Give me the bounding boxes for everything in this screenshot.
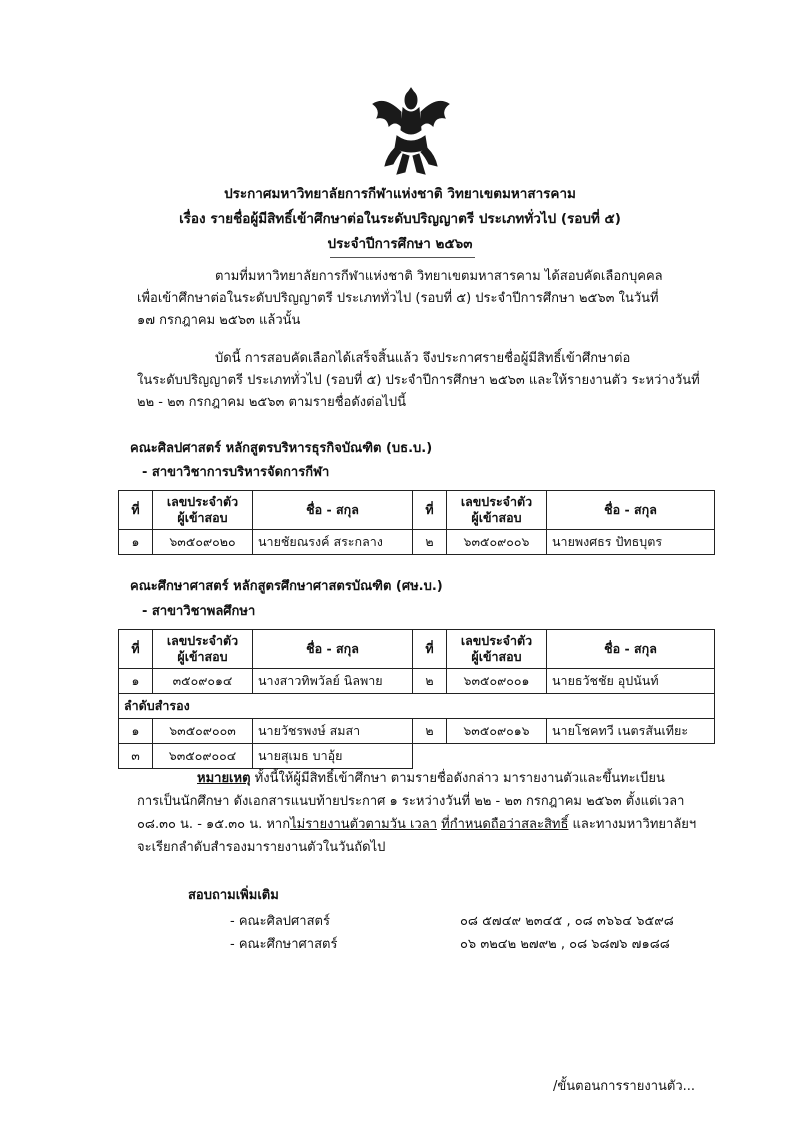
intro-paragraph-1 xyxy=(137,266,707,332)
cell-id: ๖๓๕๐๙๐๐๓ xyxy=(153,719,253,744)
cell-id: ๖๓๕๐๙๐๒๐ xyxy=(153,530,253,555)
header-id xyxy=(153,630,253,669)
cell-no: ๓ xyxy=(119,744,153,769)
header-no: ที่ xyxy=(413,630,447,669)
cell-id: ๖๓๕๐๙๐๐๖ xyxy=(447,530,547,555)
announcement-title: ประกาศมหาวิทยาลัยการกีฬาแห่งชาติ วิทยาเขตมหาสารคาม xyxy=(224,186,576,202)
header-id-line: เลขประจำตัว xyxy=(460,494,533,509)
cell-name: นายชัยณรงค์ สระกลาง xyxy=(253,530,413,555)
header-name: ชื่อ - สกุล xyxy=(547,491,715,530)
note-line-3 xyxy=(137,813,717,836)
header-id-line: ผู้เข้าสอบ xyxy=(471,510,522,525)
cell-no: ๑ xyxy=(119,669,153,694)
header-id-line: เลขประจำตัว xyxy=(460,633,533,648)
inquiry-faculty-label: - คณะศิลปศาสตร์ xyxy=(230,914,330,929)
note-text: และทางมหาวิทยาลัยฯ xyxy=(568,817,697,832)
intro-line: เพื่อเข้าศึกษาต่อในระดับปริญญาตรี ประเภททั่วไป (รอบที่ ๕) ประจำปีการศึกษา ๒๕๖๓ ในวันที่ xyxy=(137,291,659,306)
note-line: จะเรียกลำดับสำรองมารายงานตัวในวันถัดไป xyxy=(137,840,386,855)
inquiry-phone: ๐๘ ๕๗๔๙ ๒๓๔๕ , ๐๘ ๓๖๖๔ ๖๕๙๘ xyxy=(460,914,674,929)
cell-name: นางสาวทิพวัลย์ นิลพาย xyxy=(253,669,413,694)
cell-id: ๖๓๕๐๙๐๑๖ xyxy=(447,719,547,744)
cell-name: นายสุเมธ บาอุ้ย xyxy=(253,744,413,769)
intro-line: ตามที่มหาวิทยาลัยการกีฬาแห่งชาติ วิทยาเขตมหาสารคาม ได้สอบคัดเลือกบุคคล xyxy=(215,269,663,284)
faculty-heading: คณะศิลปศาสตร์ หลักสูตรบริหารธุรกิจบัณฑิต (บธ.บ.) xyxy=(130,441,433,456)
garuda-emblem-icon xyxy=(367,86,455,178)
cell-name: นายโชคทวี เนตรสันเทียะ xyxy=(547,719,715,744)
header-id-line: เลขประจำตัว xyxy=(166,633,239,648)
reserve-label-row xyxy=(119,694,715,719)
note-label: หมายเหตุ xyxy=(197,771,251,786)
header-id-line: ผู้เข้าสอบ xyxy=(471,649,522,664)
note-text: ๐๘.๓๐ น. - ๑๕.๓๐ น. หาก xyxy=(137,817,291,832)
inquiry-phone: ๐๖ ๓๒๔๒ ๒๗๙๒ , ๐๘ ๖๘๗๖ ๗๑๘๘ xyxy=(460,937,670,952)
table-row xyxy=(119,530,715,555)
header-id xyxy=(447,630,547,669)
header-name: ชื่อ - สกุล xyxy=(253,491,413,530)
intro-line: ๒๒ - ๒๓ กรกฎาคม ๒๕๖๓ ตามรายชื่อดังต่อไปนี้ xyxy=(137,395,407,410)
header-id xyxy=(153,491,253,530)
header-name: ชื่อ - สกุล xyxy=(253,630,413,669)
intro-line: ๑๗ กรกฎาคม ๒๕๖๓ แล้วนั้น xyxy=(137,313,301,328)
inquiry-faculty-label: - คณะศึกษาศาสตร์ xyxy=(230,937,338,952)
empty-cell xyxy=(413,744,715,769)
table-header-row xyxy=(119,491,715,530)
header-id-line: ผู้เข้าสอบ xyxy=(177,510,228,525)
table-header-row xyxy=(119,630,715,669)
header-name: ชื่อ - สกุล xyxy=(547,630,715,669)
continuation-text: /ขั้นตอนการรายงานตัว... xyxy=(553,1079,696,1094)
reserve-label: ลำดับสำรอง xyxy=(119,694,715,719)
cell-no: ๑ xyxy=(119,719,153,744)
note-line: การเป็นนักศึกษา ดังเอกสารแนบท้ายประกาศ ๑ ระหว่างวันที่ ๒๒ - ๒๓ กรกฎาคม ๒๕๖๓ ตั้งแต่เวลา xyxy=(137,794,685,809)
header-no: ที่ xyxy=(119,491,153,530)
cell-no: ๒ xyxy=(413,669,447,694)
candidate-table xyxy=(118,490,715,555)
academic-year: ประจำปีการศึกษา ๒๕๖๓ xyxy=(327,236,473,252)
candidate-table xyxy=(118,629,715,769)
title-divider xyxy=(330,257,475,258)
cell-no: ๒ xyxy=(413,719,447,744)
cell-id: ๓๕๐๙๐๑๔ xyxy=(153,669,253,694)
header-id-line: ผู้เข้าสอบ xyxy=(177,649,228,664)
major-heading: - สาขาวิชาพลศึกษา xyxy=(142,604,256,619)
cell-name: นายพงศธร ปัทธบุตร xyxy=(547,530,715,555)
header-no: ที่ xyxy=(413,491,447,530)
note-line: ทั้งนี้ให้ผู้มีสิทธิ์เข้าศึกษา ตามรายชื่อดังกล่าว มารายงานตัวและขึ้นทะเบียน xyxy=(254,771,665,786)
cell-no: ๑ xyxy=(119,530,153,555)
cell-id: ๖๓๕๐๙๐๐๔ xyxy=(153,744,253,769)
cell-name: นายธวัชชัย อุปนันท์ xyxy=(547,669,715,694)
faculty-heading: คณะศึกษาศาสตร์ หลักสูตรศึกษาศาสตรบัณฑิต (ศษ.บ.) xyxy=(130,579,443,594)
announcement-subject: เรื่อง รายชื่อผู้มีสิทธิ์เข้าศึกษาต่อในระดับปริญญาตรี ประเภททั่วไป (รอบที่ ๕) xyxy=(179,211,621,227)
note-block xyxy=(137,767,717,859)
table-row xyxy=(119,669,715,694)
note-underlined-text: ที่กำหนดถือว่าสละสิทธิ์ xyxy=(441,817,569,832)
header-id-line: เลขประจำตัว xyxy=(166,494,239,509)
major-heading: - สาขาวิชาการบริหารจัดการกีฬา xyxy=(142,465,330,480)
note-underlined-text: ไม่รายงานตัวตามวัน เวลา xyxy=(290,817,438,832)
intro-line: บัดนี้ การสอบคัดเลือกได้เสร็จสิ้นแล้ว จึงประกาศรายชื่อผู้มีสิทธิ์เข้าศึกษาต่อ xyxy=(215,351,631,366)
header-no: ที่ xyxy=(119,630,153,669)
cell-no: ๒ xyxy=(413,530,447,555)
header-id xyxy=(447,491,547,530)
intro-paragraph-2 xyxy=(137,348,707,414)
cell-name: นายวัชรพงษ์ สมสา xyxy=(253,719,413,744)
table-row xyxy=(119,744,715,769)
intro-line: ในระดับปริญญาตรี ประเภททั่วไป (รอบที่ ๕) ประจำปีการศึกษา ๒๕๖๓ และให้รายงานตัว ระหว่างวันที่ xyxy=(137,373,700,388)
table-row xyxy=(119,719,715,744)
inquiry-title: สอบถามเพิ่มเติม xyxy=(188,888,279,903)
cell-id: ๖๓๕๐๙๐๐๑ xyxy=(447,669,547,694)
